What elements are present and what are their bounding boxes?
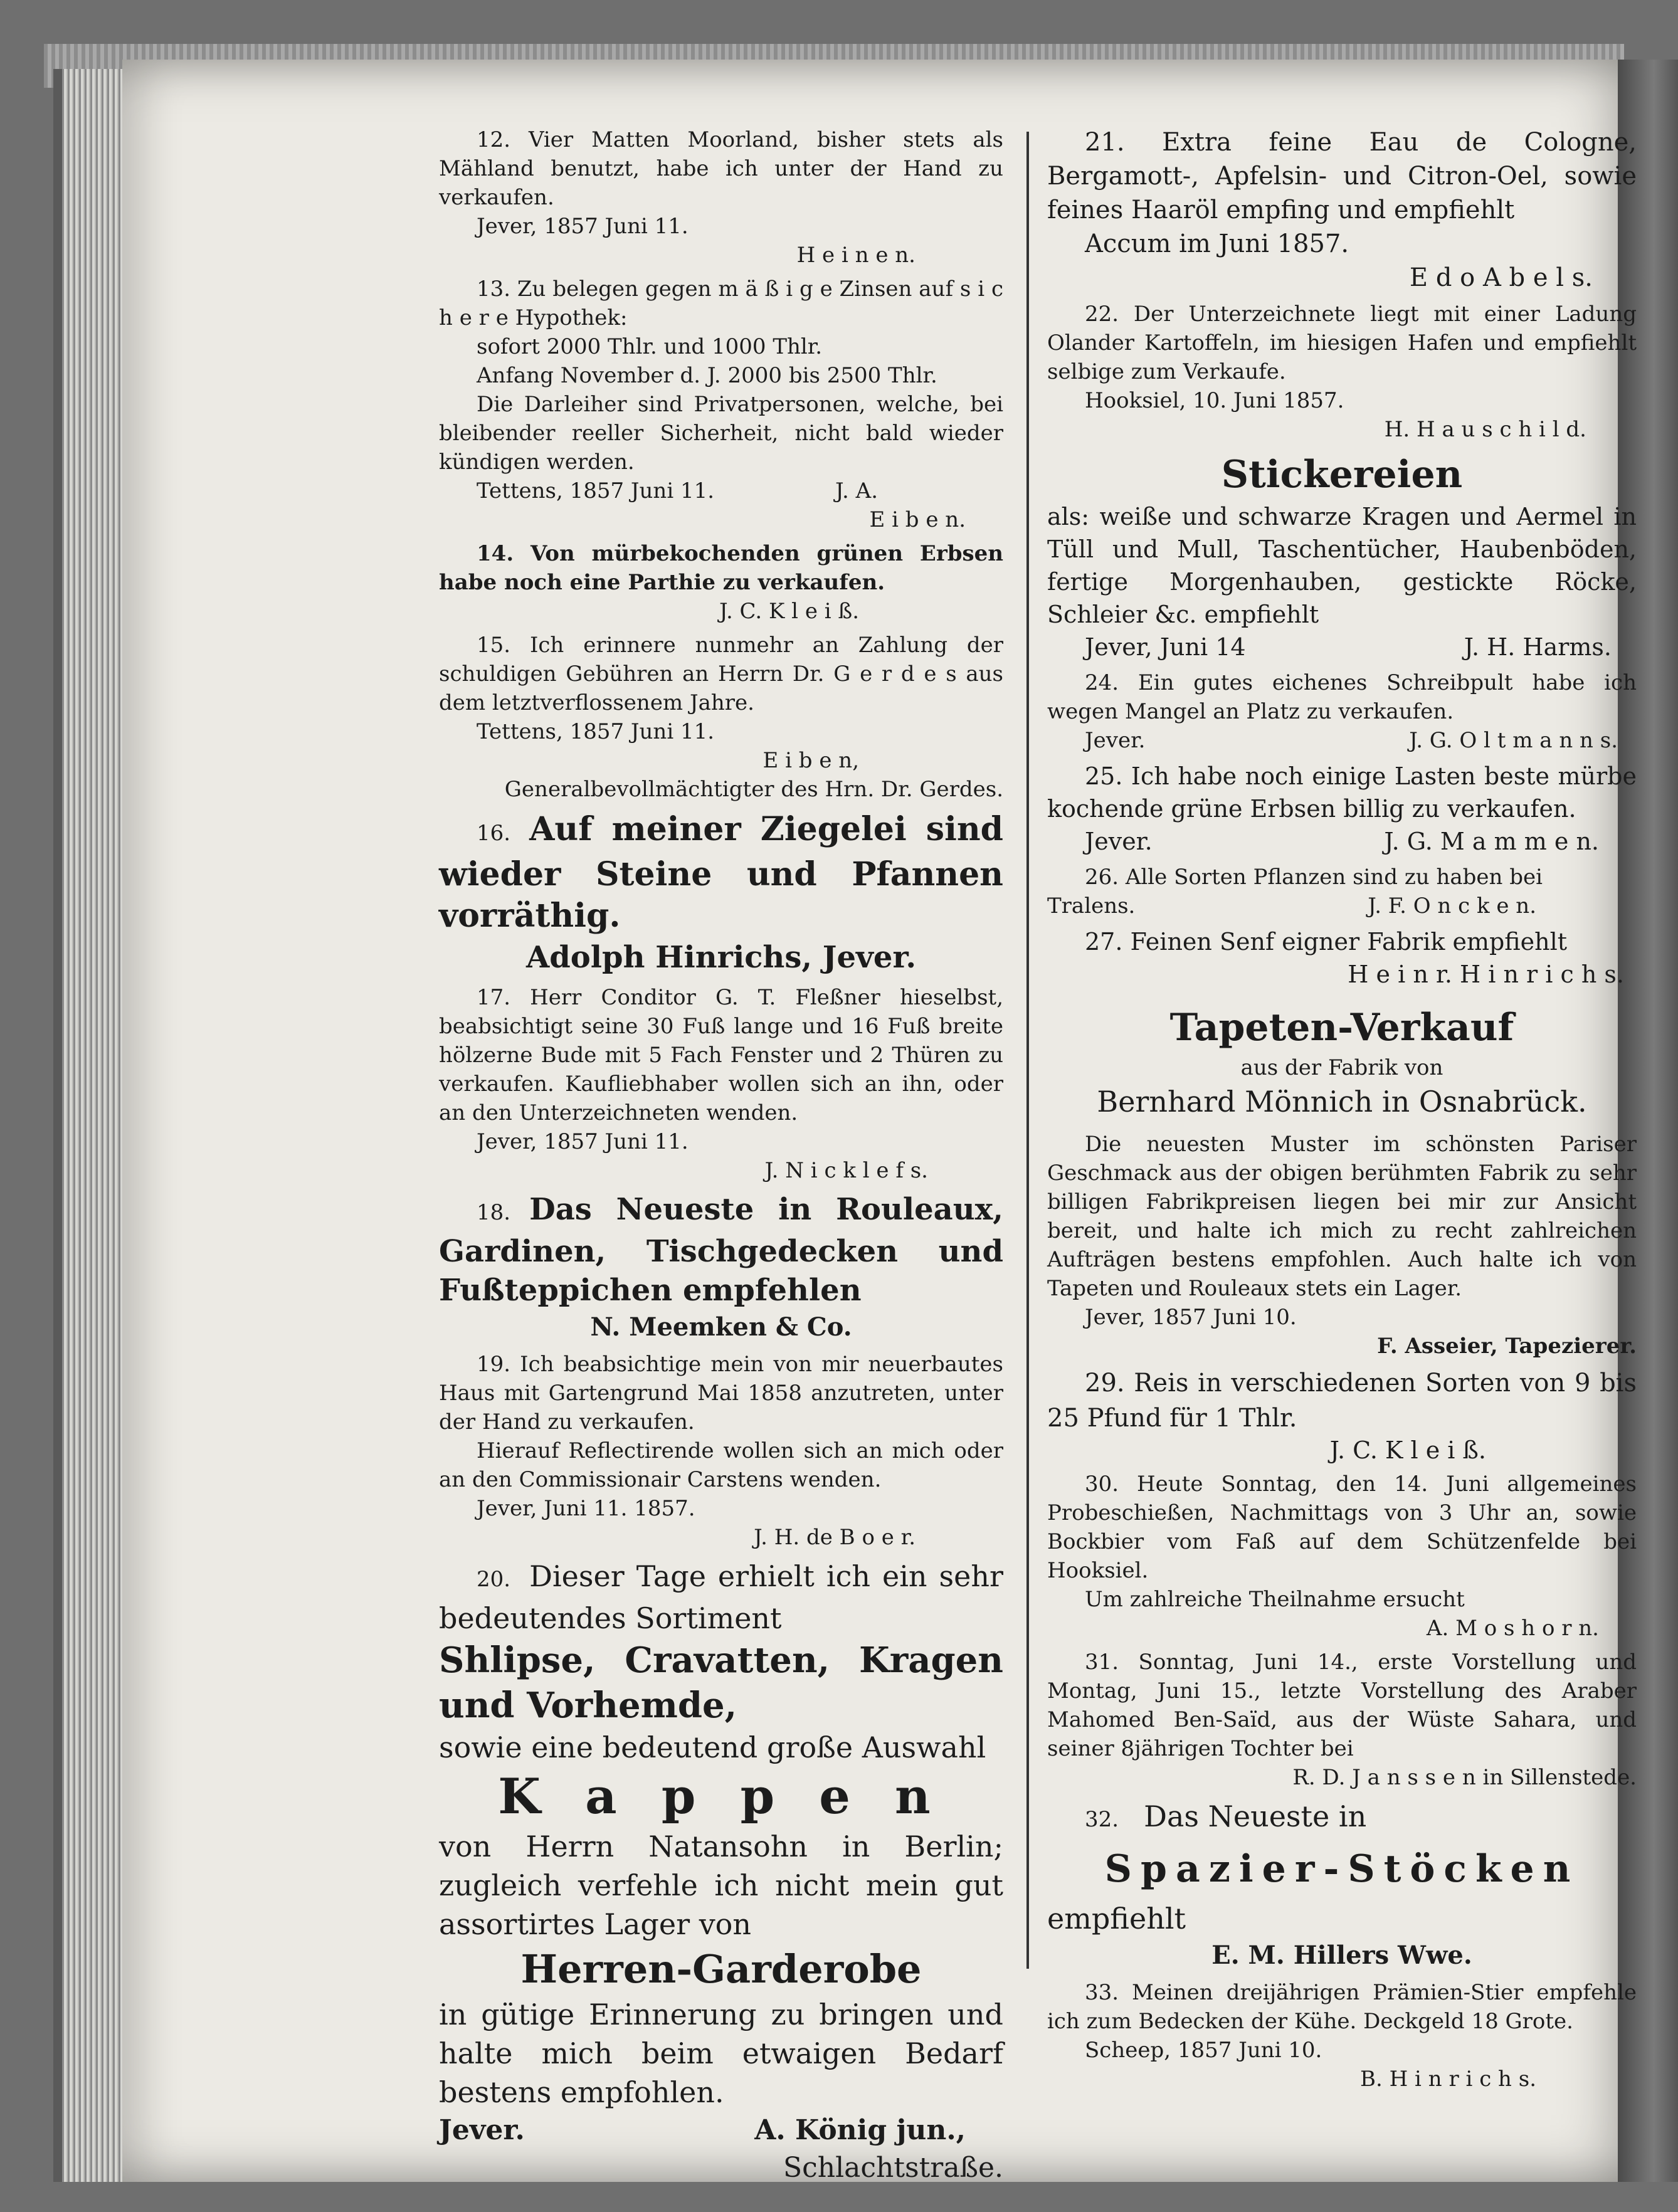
ad-signature: J. H. Harms. [1464,633,1612,661]
ad-signature: J. F. O n c k e n. [1368,893,1536,919]
ad-signature: B. H i n r i c h s. [1360,2067,1536,2092]
ad-signature: A. König jun., [754,2114,966,2146]
ad-place: Jever. [1085,728,1146,753]
ad-signature-title: Generalbevollmächtigter des Hrn. Dr. Gerdes. [504,777,1003,802]
ad-headline-garderobe: Herren-Garderobe [520,1946,922,1992]
ad-headline [439,1190,1003,1310]
ad-text: Die neuesten Muster im schönsten Pariser Geschmack aus der obigen berühmten Fabrik zu sehr billigen Fabrikpreisen liegen bei mir zur Ansicht bereit, und halte ich mich zu recht zahlreichen Aufträgen bestens empfohlen. Auch halte ich von Tapeten und Rouleaux stets ein Lager. [1047,1132,1637,1301]
ad-headline-big: Spazier-Stöcken [1104,1847,1580,1891]
ad-signature: R. D. J a n s s e n in Sillenstede. [1292,1765,1637,1790]
ad-29 [1047,1366,1637,1465]
ad-headline-kappen: K a p p e n [498,1768,944,1825]
ad-place: Jever, 1857 Juni 11. [477,1129,689,1154]
ad-headline-text: Das Neueste in [1144,1799,1367,1833]
ad-text: 13. Zu belegen gegen m ä ß i g e Zinsen auf s i c h e r e Hypothek: [439,276,1003,330]
ad-text: 19. Ich beabsichtige mein von mir neuerbautes Haus mit Gartengrund Mai 1858 anzutreten, unter der Hand zu verkaufen. [439,1352,1003,1435]
ad-place-row [439,477,1003,505]
ad-text: 22. Der Unterzeichnete liegt mit einer Ladung Olander Kartoffeln, im hiesigen Hafen und empfiehlt selbige zum Verkaufe. [1047,302,1637,384]
ad-text: 29. Reis in verschiedenen Sorten von 9 bis 25 Pfund für 1 Thlr. [1047,1369,1637,1433]
ad-text: 17. Herr Conditor G. T. Fleßner hieselbst, beabsichtigt seine 30 Fuß lange und 16 Fuß breite hölzerne Bude mit 5 Fach Fenster und 2 Thüren zu verkaufen. Kaufliebhaber wollen sich an ihn, oder an den Unterzeichneten wenden. [439,985,1003,1125]
ad-signature-row [1047,825,1637,858]
ad-signature: J. G. M a m m e n. [1384,828,1599,855]
ad-place: Tralens. [1047,893,1136,919]
ad-headline: Stickereien [1221,453,1463,497]
ad-text: empfiehlt [1047,1902,1186,1936]
ad-line: in gütige Erinnerung zu bringen und halte mich beim etwaigen Bedarf bestens empfohlen. [439,1998,1003,2109]
ad-signature-row [1047,631,1637,663]
ad-30 [1047,1470,1637,1643]
ad-text: 15. Ich erinnere nunmehr an Zahlung der schuldigen Gebühren an Herrn Dr. G e r d e s aus dem letztverflossenem Jahre. [439,633,1003,715]
ad-signature: J. N i c k l e f s. [764,1158,928,1183]
ad-headline: Shlipse, Cravatten, Kragen und Vorhemde, [439,1640,1003,1726]
ad-number: 16. [477,821,511,846]
ad-place: Accum im Juni 1857. [1085,229,1349,258]
ad-signature: E d o A b e l s. [1409,263,1593,292]
ad-signature-row [1047,892,1637,920]
ad-signature: F. Asseier, Tapezierer. [1377,1334,1637,1359]
ad-signature: J. C. K l e i ß. [1329,1436,1486,1464]
ad-signature: J. C. K l e i ß. [719,599,859,624]
ad-signature: E i b e n. [869,507,966,532]
ad-place: Jever, 1857 Juni 10. [1085,1305,1297,1330]
ad-14 [439,539,1003,626]
ad-15 [439,631,1003,804]
ad-headline [439,809,1003,937]
ad-text: 24. Ein gutes eichenes Schreibpult habe ich wegen Mangel an Platz zu verkaufen. [1047,670,1637,724]
ad-31 [1047,1648,1637,1792]
ad-line: Die Darleiher sind Privatpersonen, welche, bei bleibender reeller Sicherheit, nicht bald wieder kündigen werden. [439,392,1003,475]
ad-text: 25. Ich habe noch einige Lasten beste mürbe kochende grüne Erbsen billig zu verkaufen. [1047,762,1637,823]
ad-signature: H e i n e n. [796,243,916,268]
ad-32 [1047,1797,1637,1973]
ad-place: Jever, Juni 11. 1857. [477,1496,695,1521]
ad-signature: Adolph Hinrichs, Jever. [525,940,917,975]
ad-headline-text: Auf meiner Ziegelei sind wieder Steine und Pfannen vorräthig. [439,810,1003,935]
ad-18 [439,1190,1003,1345]
ad-33 [1047,1978,1637,2094]
ad-26 [1047,863,1637,920]
ad-text: 33. Meinen dreijährigen Prämien-Stier empfehle ich zum Bedecken der Kühe. Deckgeld 18 Grote. [1047,1980,1637,2034]
right-column [1047,125,1637,2099]
ad-signature: N. Meemken & Co. [590,1312,852,1342]
ad-firm: Bernhard Mönnich in Osnabrück. [1097,1085,1587,1119]
ad-signature-address: Schlachtstraße. [783,2152,1003,2184]
ad-number: 32. [1085,1807,1119,1832]
ad-line: Anfang November d. J. 2000 bis 2500 Thlr. [477,363,937,388]
ad-number: 20. [477,1567,511,1592]
ad-signature: E i b e n, [762,748,859,773]
ad-19 [439,1350,1003,1552]
ad-place: Tettens, 1857 Juni 11. [477,478,715,503]
ad-line: von Herrn Natansohn in Berlin; zugleich verfehle ich nicht mein gut assortirtes Lager von [439,1830,1003,1941]
ad-headline-text: Das Neueste in Rouleaux, Gardinen, Tischgedecken und Fußteppichen empfehlen [439,1192,1003,1308]
ad-signature-row [1047,726,1637,755]
ad-21 [1047,125,1637,295]
ad-13 [439,275,1003,534]
ad-place: Hooksiel, 10. Juni 1857. [1085,388,1344,413]
ad-place: Scheep, 1857 Juni 10. [1085,2038,1322,2063]
ad-16 [439,809,1003,978]
ad-place: Jever, Juni 14 [1085,633,1246,661]
ad-text: 12. Vier Matten Moorland, bisher stets als Mähland benutzt, habe ich unter der Hand zu verkaufen. [439,127,1003,210]
ad-signature: A. M o s h o r n. [1426,1616,1599,1641]
ad-23 [1047,449,1637,663]
ad-25 [1047,760,1637,858]
ad-signature: H. H a u s c h i l d. [1384,417,1586,442]
ad-text: 31. Sonntag, Juni 14., erste Vorstellung und Montag, Juni 15., letzte Vorstellung des Araber Mahomed Ben-Saïd, aus der Wüste Sahara, und seiner 8jährigen Tochter bei [1047,1650,1637,1761]
ad-headline: Tapeten-Verkauf [1169,1006,1514,1050]
ad-place: Jever, 1857 Juni 11. [477,214,689,239]
ad-number: 18. [477,1200,511,1225]
ad-place: Tettens, 1857 Juni 11. [477,719,715,744]
ad-signature: J. G. O l t m a n n s. [1409,728,1618,753]
ad-line: sowie eine bedeutend große Auswahl [439,1730,986,1764]
ad-line-text: Dieser Tage erhielt ich ein sehr bedeutendes Sortiment [439,1559,1003,1635]
ad-signature: E. M. Hillers Wwe. [1211,1941,1472,1970]
ad-line: Um zahlreiche Theilnahme ersucht [1085,1587,1465,1612]
ad-text: als: weiße und schwarze Kragen und Aermel in Tüll und Mull, Taschentücher, Haubenböden, fertige Morgenhauben, gestickte Röcke, Schleier &c. empfiehlt [1047,503,1637,628]
ad-place: Jever. [439,2114,525,2146]
ad-27 [1047,925,1637,991]
ad-12 [439,125,1003,270]
ad-24 [1047,668,1637,755]
ad-text: 26. Alle Sorten Pflanzen sind zu haben bei [1085,865,1543,890]
ad-text: 27. Feinen Senf eigner Fabrik empfiehlt [1085,928,1568,956]
left-column [439,125,1003,2192]
ad-17 [439,983,1003,1185]
ad-line: sofort 2000 Thlr. und 1000 Thlr. [477,334,823,359]
ad-line [439,1557,1003,1638]
ad-signature-row [439,2112,1003,2149]
ad-line [1047,1797,1637,1839]
ad-place: Jever. [1085,828,1153,855]
ad-text: 30. Heute Sonntag, den 14. Juni allgemeines Probeschießen, Nachmittags von 3 Uhr an, sowie Bockbier vom Faß auf dem Schützenfelde bei Hooksiel. [1047,1472,1637,1583]
ad-line: Hierauf Reflectirende wollen sich an mich oder an den Commissionair Carstens wenden. [439,1438,1003,1492]
ad-text: 14. Von mürbekochenden grünen Erbsen habe noch eine Parthie zu verkaufen. [439,541,1003,595]
ad-text: 21. Extra feine Eau de Cologne, Bergamott-, Apfelsin- und Citron-Oel, sowie feines Haaröl empfing und empfiehlt [1047,128,1637,224]
ad-initials: J. A. [835,478,878,503]
ad-22 [1047,300,1637,444]
ad-28 [1047,1002,1637,1361]
ad-signature: H e i n r. H i n r i c h s. [1348,961,1624,988]
book-page-edges [53,69,131,2182]
ad-20 [439,1557,1003,2187]
ad-signature: J. H. de B o e r. [754,1525,916,1550]
ad-subline: aus der Fabrik von [1240,1055,1443,1080]
column-divider [1026,132,1029,1969]
